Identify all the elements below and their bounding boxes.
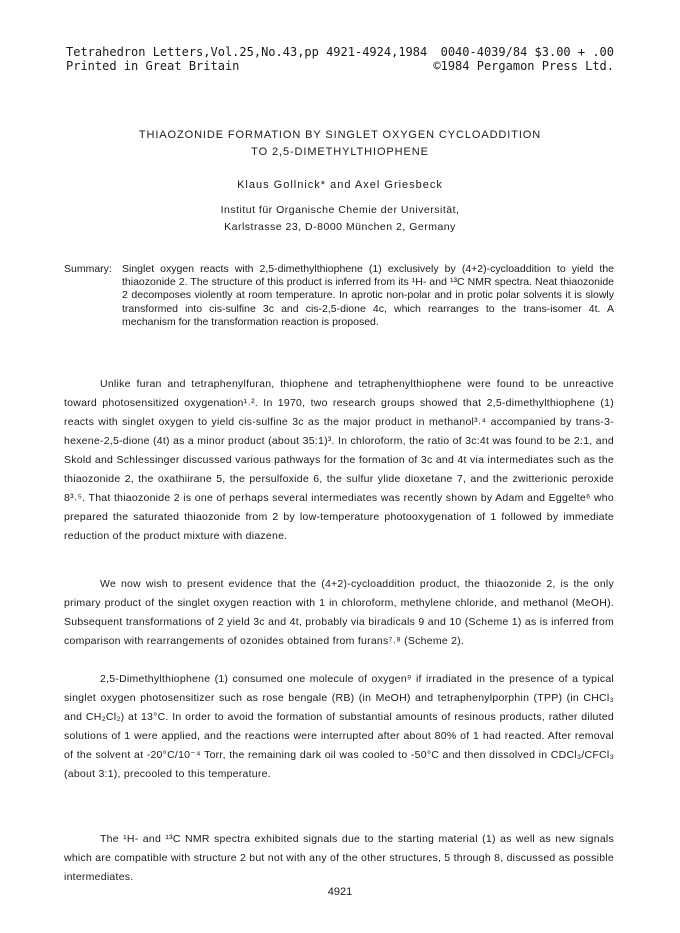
authors: Klaus Gollnick* and Axel Griesbeck bbox=[237, 179, 443, 191]
paragraph-3: 2,5-Dimethylthiophene (1) consumed one molecule of oxygen⁹ if irradiated in the presence of a typical singlet oxygen photosensitizer such as rose bengale (RB) (in MeOH) and tetraphenylporphin (TPP) (in CHCl₃ and CH₂Cl₂) at 13°C. In order to avoid the formation of substantial amounts of resinous products, rather diluted solutions of 1 were applied, and the reactions were interrupted after about 80% of 1 had reacted. After removal of the solvent at -20°C/10⁻⁴ Torr, the remaining dark oil was cooled to -50°C and then dissolved in CDCl₃/CFCl₃ (about 3:1), precooled to this temperature. bbox=[64, 673, 614, 780]
summary-text: Singlet oxygen reacts with 2,5-dimethylthiophene (1) exclusively by (4+2)-cycloaddition to yield the thiaozonide 2. The structure of this product is inferred from its ¹H- and ¹³C NMR spectra. Neat thiaozonide 2 decomposes violently at room temperature. In aprotic non-polar and in protic polar solvents it is slowly transformed into cis-sulfine 3c and cis-2,5-dione 4c, which rearranges to the trans-isomer 4t. A mechanism for the transformation reaction is proposed. bbox=[122, 263, 614, 328]
paragraph-1: Unlike furan and tetraphenylfuran, thiophene and tetraphenylthiophene were found to be unreactive toward photosensitized oxygenation¹˒². In 1970, two research groups showed that 2,5-dimethylthiophene (1) reacts with singlet oxygen to yield cis-sulfine 3c as the major product in methanol³˒⁴ accompanied by trans-3-hexene-2,5-dione (4t) as a minor product (about 35:1)³. In chloroform, the ratio of 3c:4t was found to be 2:1, and Skold and Schlessinger discussed various pathways for the formation of 3c and 4t via intermediates such as the thiaozonide 2, the oxathiirane 5, the persulfoxide 6, the sulfur ylide dioxetane 7, and the zwitterionic peroxide 8³˒⁵. That thiaozonide 2 is one of perhaps several intermediates was recently shown by Adam and Eggelte⁶ who prepared the saturated thiaozonide from 2 by low-temperature photooxygenation of 1 followed by immediate reduction of the product mixture with diazene. bbox=[64, 378, 614, 542]
page-number: 4921 bbox=[327, 886, 353, 898]
summary-block bbox=[64, 263, 624, 353]
header-line-2 bbox=[66, 59, 614, 73]
article-title-line-1: THIAOZONIDE FORMATION BY SINGLET OXYGEN CYCLOADDITION bbox=[138, 129, 542, 141]
copyright: ©1984 Pergamon Press Ltd. bbox=[433, 59, 614, 73]
summary-label: Summary: bbox=[64, 263, 112, 275]
article-title-line-2: TO 2,5-DIMETHYLTHIOPHENE bbox=[251, 146, 429, 158]
affiliation-line-1: Institut für Organische Chemie der Universität, bbox=[220, 204, 460, 216]
issn-price: 0040-4039/84 $3.00 + .00 bbox=[440, 45, 614, 59]
printed-in: Printed in Great Britain bbox=[66, 59, 240, 73]
affiliation-line-2: Karlstrasse 23, D-8000 München 2, Germany bbox=[224, 221, 456, 233]
header-line-1 bbox=[66, 45, 614, 59]
journal-citation: Tetrahedron Letters,Vol.25,No.43,pp 4921-4924,1984 bbox=[66, 45, 428, 59]
paragraph-2: We now wish to present evidence that the (4+2)-cycloaddition product, the thiaozonide 2, is the only primary product of the singlet oxygen reaction with 1 in chloroform, methylene chloride, and methanol (MeOH). Subsequent transformations of 2 yield 3c and 4t, probably via biradicals 9 and 10 (Scheme 1) as is inferred from comparison with rearrangements of ozonides obtained from furans⁷˒⁸ (Scheme 2). bbox=[64, 578, 614, 647]
paragraph-4: The ¹H- and ¹³C NMR spectra exhibited signals due to the starting material (1) as well as new signals which are compatible with structure 2 but not with any of the other structures, 5 through 8, discussed as possible intermediates. bbox=[64, 833, 614, 883]
